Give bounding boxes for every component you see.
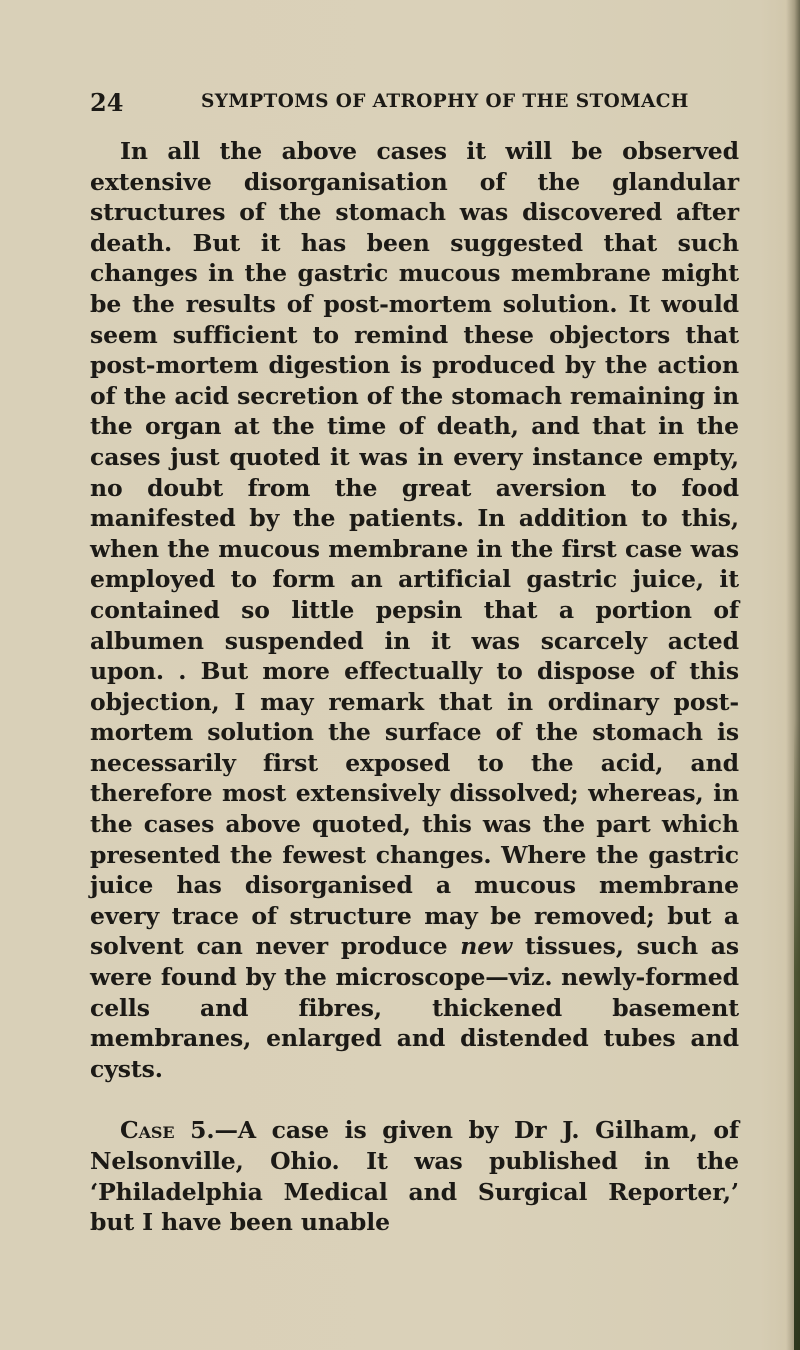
page-edge-binding [794,720,800,1350]
paragraph-2-text: —A case is given by Dr J. Gilham, of Nelsonville, Ohio. It was published in the ‘Philadelphia Medical and Surgical Reporter,’ but I have been unable [90,1116,739,1237]
paragraph-1-text-a: In all the above cases it will be observed extensive disorganisation of the glandular structures of the stomach was discovered after death. But it has been suggested that such changes in the gastric mucous membrane might be the results of post-mortem solution. It would seem sufficient to remind these objectors that post-mortem digestion is produced by the action of the acid secretion of the stomach remaining in the organ at the time of death, and that in the cases just quoted it was in every instance empty, no doubt from the great aversion to food manifested by the patients. In addition to this, when the mucous membrane in the first case was employed to form an artificial gastric juice, it contained so little pepsin that a portion of albumen suspended in it was scarcely acted upon. . But more effectually to dispose of this objection, I may remark that in ordinary post-mortem solution the surface of the stomach is necessarily first exposed to the acid, and therefore most extensively dissolved; whereas, in the cases above quoted, this was the part which presented the fewest changes. Where the gastric juice has disorganised a mucous membrane every trace of structure may be removed; but a solvent can never produce [90,137,739,961]
body-text [90,136,739,1238]
paragraph-1 [90,136,739,1084]
running-title: SYMPTOMS OF ATROPHY OF THE STOMACH [201,91,689,112]
running-head [90,88,730,116]
paragraph-1-text-b: tissues, such as were found by the microscope—viz. newly-formed cells and fibres, thickened basement membranes, enlarged and distended tubes and cysts. [90,932,739,1083]
case-label: Case 5. [120,1116,215,1145]
emphasis-new: new [460,932,513,961]
page-number: 24 [90,88,124,117]
paragraph-2 [90,1115,739,1237]
